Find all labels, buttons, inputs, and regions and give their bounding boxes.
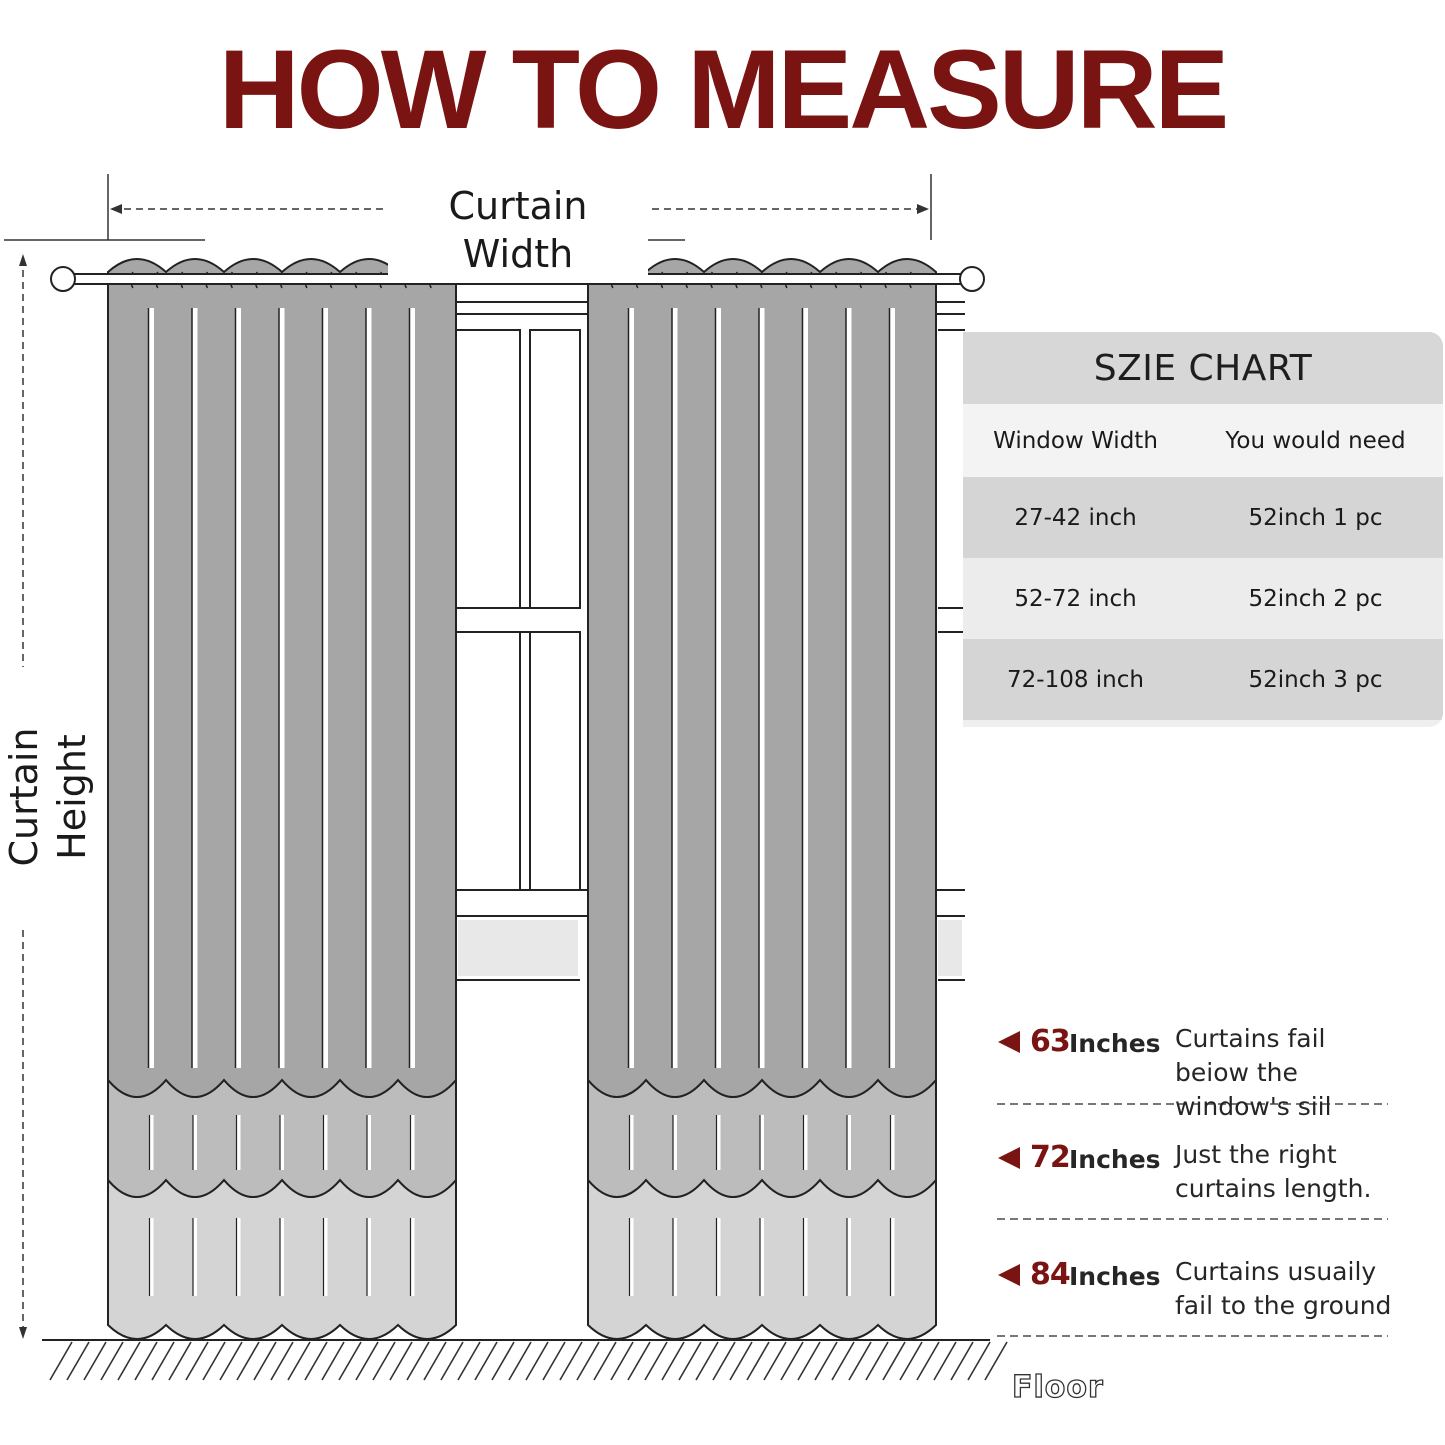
floor-hatch: [458, 1342, 480, 1380]
floor-hatch: [594, 1342, 616, 1380]
floor-hatch: [271, 1342, 293, 1380]
floor-hatch: [407, 1342, 429, 1380]
size-chart-title: SZIE CHART: [963, 332, 1443, 404]
header-window-width: Window Width: [993, 427, 1158, 454]
curtain-width-label: Curtain Width: [388, 182, 648, 278]
size-chart-row: [963, 558, 1443, 639]
length-description: Curtains fail beiow the window's siil: [1175, 1024, 1332, 1121]
size-chart-row: [963, 639, 1443, 720]
length-value: 84: [1030, 1257, 1070, 1292]
floor-hatch: [764, 1342, 786, 1380]
need-cell: 52inch 2 pc: [1248, 585, 1383, 612]
floor-hatch: [322, 1342, 344, 1380]
floor-hatch: [781, 1342, 803, 1380]
floor-hatch: [390, 1342, 412, 1380]
length-unit: Inches: [1069, 1262, 1161, 1291]
floor: [42, 1340, 1007, 1380]
floor-hatch: [526, 1342, 548, 1380]
floor-hatch: [696, 1342, 718, 1380]
floor-hatch: [968, 1342, 990, 1380]
floor-hatch: [169, 1342, 191, 1380]
curtain-panel: [108, 259, 456, 1339]
window-width-cell: 52-72 inch: [1014, 585, 1137, 612]
length-description: Just the right curtains length.: [1175, 1140, 1372, 1203]
floor-hatch: [611, 1342, 633, 1380]
floor-hatch: [373, 1342, 395, 1380]
floor-hatch: [679, 1342, 701, 1380]
floor-hatch: [560, 1342, 582, 1380]
triangle-left-icon: [998, 1147, 1020, 1169]
floor-label: Floor: [1012, 1370, 1104, 1405]
floor-hatch: [951, 1342, 973, 1380]
floor-hatch: [849, 1342, 871, 1380]
floor-hatch: [662, 1342, 684, 1380]
floor-hatch: [713, 1342, 735, 1380]
floor-hatch: [883, 1342, 905, 1380]
floor-hatch: [254, 1342, 276, 1380]
floor-hatch: [509, 1342, 531, 1380]
floor-hatch: [475, 1342, 497, 1380]
floor-hatch: [441, 1342, 463, 1380]
curtain-height-label: Curtain Height: [0, 667, 48, 927]
curtain-panel: [588, 259, 936, 1339]
window-width-cell: 27-42 inch: [1014, 504, 1137, 531]
length-value: 72: [1030, 1140, 1070, 1175]
floor-hatch: [135, 1342, 157, 1380]
floor-hatch: [934, 1342, 956, 1380]
length-unit: Inches: [1069, 1029, 1161, 1058]
length-option-84: [998, 1255, 1398, 1335]
floor-hatch: [815, 1342, 837, 1380]
floor-hatch: [645, 1342, 667, 1380]
size-chart-row: [963, 477, 1443, 558]
floor-hatch: [866, 1342, 888, 1380]
floor-hatch: [288, 1342, 310, 1380]
floor-hatch: [917, 1342, 939, 1380]
need-cell: 52inch 3 pc: [1248, 666, 1383, 693]
floor-hatch: [492, 1342, 514, 1380]
floor-hatch: [577, 1342, 599, 1380]
length-description: Curtains usuaily fail to the ground: [1175, 1257, 1392, 1320]
length-unit: Inches: [1069, 1145, 1161, 1174]
window-width-cell: 72-108 inch: [1007, 666, 1144, 693]
floor-hatch: [220, 1342, 242, 1380]
triangle-left-icon: [998, 1031, 1020, 1053]
length-value: 63: [1030, 1024, 1070, 1059]
floor-hatch: [356, 1342, 378, 1380]
floor-hatch: [747, 1342, 769, 1380]
floor-hatch: [118, 1342, 140, 1380]
floor-hatch: [186, 1342, 208, 1380]
size-chart-header-row: [963, 404, 1443, 477]
floor-hatch: [50, 1342, 72, 1380]
floor-hatch: [152, 1342, 174, 1380]
floor-hatch: [424, 1342, 446, 1380]
floor-hatch: [628, 1342, 650, 1380]
floor-hatch: [832, 1342, 854, 1380]
floor-hatch: [798, 1342, 820, 1380]
header-you-would-need: You would need: [1225, 427, 1406, 454]
page-title: HOW TO MEASURE: [218, 27, 1227, 152]
length-option-72: [998, 1138, 1398, 1218]
curtain-panels: [108, 259, 936, 1339]
floor-hatch: [237, 1342, 259, 1380]
length-option-63: [998, 1022, 1398, 1121]
floor-hatch: [203, 1342, 225, 1380]
floor-hatch: [101, 1342, 123, 1380]
floor-hatch: [305, 1342, 327, 1380]
floor-hatch: [543, 1342, 565, 1380]
floor-hatch: [67, 1342, 89, 1380]
need-cell: 52inch 1 pc: [1248, 504, 1383, 531]
floor-hatch: [84, 1342, 106, 1380]
floor-hatch: [985, 1342, 1007, 1380]
floor-hatch: [730, 1342, 752, 1380]
size-chart: [963, 332, 1443, 727]
triangle-left-icon: [998, 1264, 1020, 1286]
floor-hatch: [339, 1342, 361, 1380]
floor-hatch: [900, 1342, 922, 1380]
